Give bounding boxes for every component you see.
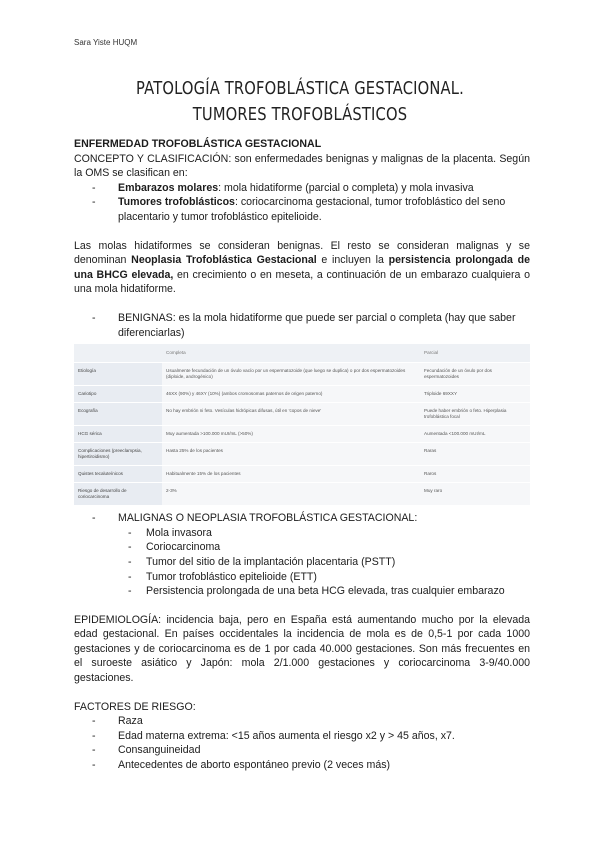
list-item: - Tumor del sitio de la implantación placentaria (PSTT)	[74, 555, 530, 570]
section-heading: ENFERMEDAD TROFOBLÁSTICA GESTACIONAL	[74, 138, 322, 150]
risk-heading: FACTORES DE RIESGO:	[74, 700, 196, 713]
cell-parcial: Fecundación de un óvulo por dos espermatozoides	[420, 363, 530, 386]
list-item-text: : mola hidatiforme (parcial o completa) y mola invasiva	[218, 181, 474, 194]
row-label: HCG sérica	[74, 426, 162, 443]
list-item: - Tumor trofoblástico epitelioide (ETT)	[74, 570, 530, 585]
author-header: Sara Yiste HUQM	[74, 38, 138, 47]
list-item-text: : coriocarcinoma gestacional, tumor trofoblástico del seno placentario y tumor trofoblástico epitelioide.	[118, 196, 506, 223]
table-row	[74, 386, 530, 403]
row-label: Complicaciones (preeclampsia, hipertiroidismo)	[74, 443, 162, 466]
list-item: - Mola invasora	[74, 526, 530, 541]
cell-completa: 46XX (90%) y 46XY (10%) (ambos cromosomas paternos de origen paterno)	[162, 386, 420, 403]
cell-completa: Hasta 25% de los pacientes	[162, 443, 420, 466]
list-item	[74, 181, 530, 196]
row-label: Etiología	[74, 363, 162, 386]
cell-completa: No hay embrión ni feto. Vesículas hidrópicas difusas, útil en 'copos de nieve'	[162, 403, 420, 426]
cell-completa: Usualmente fecundación de un óvulo vacío por un espermatozoide (que luego se duplica) o por dos espermatozoides (diploide, androgénico)	[162, 363, 420, 386]
cell-completa: Habitualmente 15% de los pacientes	[162, 466, 420, 483]
row-label: Riesgo de desarrollo de coriocarcinoma	[74, 483, 162, 506]
concept-paragraph: CONCEPTO Y CLASIFICACIÓN: son enfermedades benignas y malignas de la placenta. Según la OMS se clasifican en:	[74, 152, 530, 180]
table-header: Completa	[162, 344, 420, 363]
table-row	[74, 403, 530, 426]
list-item: - Antecedentes de aborto espontáneo previo (2 veces más)	[74, 758, 530, 773]
risk-list	[74, 714, 530, 772]
malignant-heading: MALIGNAS O NEOPLASIA TROFOBLÁSTICA GESTACIONAL:	[118, 512, 418, 525]
row-label: Cariotipo	[74, 386, 162, 403]
cell-parcial: Raras	[420, 443, 530, 466]
malignant-item	[74, 511, 530, 599]
ntg-text-c: e incluyen la	[316, 254, 389, 267]
cell-parcial: Aumentada <100.000 mUI/mL	[420, 426, 530, 443]
row-label: Quistes tecaluteínicos	[74, 466, 162, 483]
table-row	[74, 426, 530, 443]
list-item: - Raza	[74, 714, 530, 729]
epidemiology-paragraph: EPIDEMIOLOGÍA: incidencia baja, pero en España está aumentando mucho por la elevada edad gestacional. En países occidentales la incidencia de mola es de 0,5-1 por cada 1000 gestaciones y de coriocarcinoma es de 1 por cada 40.000 gestaciones. Son más frecuentes en el suroeste asiático y Japón: mola 2/1.000 gestaciones y coriocarcinoma 3-9/40.000 gestaciones.	[74, 613, 530, 685]
ntg-text-d: persistencia prolongada de una BHCG elevada,	[74, 254, 531, 281]
list-item-bold: Tumores trofoblásticos	[118, 196, 235, 209]
cell-parcial: Puede haber embrión o feto. Hiperplasia trofoblástica focal	[420, 403, 530, 426]
document-body	[74, 137, 530, 773]
classification-list	[74, 181, 530, 225]
table-row	[74, 466, 530, 483]
page-title: PATOLOGÍA TROFOBLÁSTICA GESTACIONAL. TUMORES TROFOBLÁSTICOS	[136, 79, 464, 125]
cell-parcial: Triploide 69XXY	[420, 386, 530, 403]
table-row	[74, 443, 530, 466]
table-header: Parcial	[420, 344, 530, 363]
ntg-text-b: Neoplasia Trofoblástica Gestacional	[131, 254, 317, 267]
mola-comparison-table	[74, 344, 530, 505]
malignant-list	[74, 511, 530, 599]
list-item-bold: Embarazos molares	[118, 181, 219, 194]
list-item	[74, 195, 530, 224]
ntg-paragraph	[74, 239, 530, 297]
cell-completa: 2-3%	[162, 483, 420, 506]
list-item: - Coriocarcinoma	[74, 540, 530, 555]
list-item: - Persistencia prolongada de una beta HCG elevada, tras cualquier embarazo	[74, 584, 530, 599]
table-row	[74, 363, 530, 386]
list-item: - Consanguineidad	[74, 743, 530, 758]
cell-completa: Muy aumentada >100.000 mUI/mL (>50%)	[162, 426, 420, 443]
table-header	[74, 344, 162, 363]
table-row	[74, 483, 530, 506]
ntg-text-e: en crecimiento o en meseta, a continuación de un embarazo cualquiera o una mola hidatiforme.	[74, 268, 531, 296]
list-item: - Edad materna extrema: <15 años aumenta el riesgo x2 y > 45 años, x7.	[74, 729, 530, 744]
ntg-text-a: Las molas hidatiformes se consideran benignas. El resto se consideran malignas y se denominan	[74, 239, 530, 267]
benign-list	[74, 311, 530, 340]
cell-parcial: Raros	[420, 466, 530, 483]
malignant-sublist	[74, 526, 530, 599]
benign-item: - BENIGNAS: es la mola hidatiforme que puede ser parcial o completa (hay que saber diferenciarlas)	[74, 311, 530, 340]
row-label: Ecografía	[74, 403, 162, 426]
cell-parcial: Muy raro	[420, 483, 530, 506]
